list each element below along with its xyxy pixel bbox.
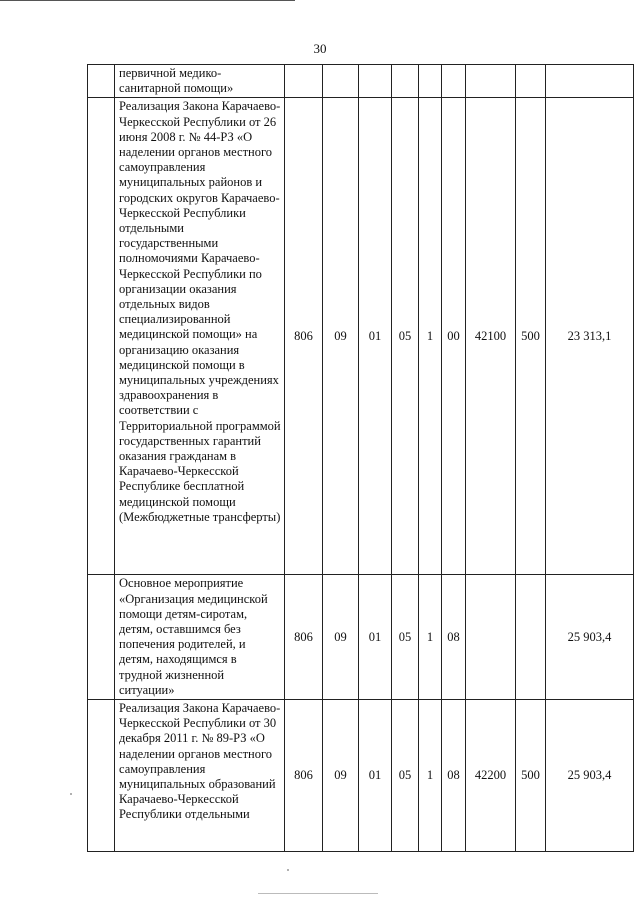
row-name: первичной медико-санитарной помощи» [115,65,285,98]
blank-cell [88,98,115,575]
program-cell: 05 [392,575,419,700]
table-row [88,65,634,98]
code-cell: 806 [285,700,323,852]
row-name: Основное мероприятие «Организация медицинской помощи детям-сиротам, детям, оставшимся без попечения родителей, и детям, находящимся в трудной жизненной ситуации» [115,575,285,700]
program-cell: 05 [392,98,419,575]
section-cell [323,65,359,98]
bottom-scan-line [258,893,378,894]
subsection-cell: 01 [359,700,392,852]
code-cell [285,65,323,98]
amount-cell: 25 903,4 [546,700,634,852]
scan-speck [70,793,72,795]
subsection-cell: 01 [359,98,392,575]
program-cell [392,65,419,98]
code-cell: 806 [285,98,323,575]
subprogram-cell: 1 [419,700,442,852]
subprogram-cell [419,65,442,98]
table-row [88,700,634,852]
expense-type-cell: 500 [516,700,546,852]
expense-type-cell [516,575,546,700]
table-row [88,575,634,700]
page-number: 30 [313,41,327,56]
direction-cell: 42100 [466,98,516,575]
budget-table [87,64,634,852]
section-cell: 09 [323,700,359,852]
direction-cell [466,65,516,98]
section-cell: 09 [323,98,359,575]
program-cell: 05 [392,700,419,852]
subprogram-cell: 1 [419,575,442,700]
amount-cell [546,65,634,98]
row-name: Реализация Закона Карачаево-Черкесской Республики от 30 декабря 2011 г. № 89-РЗ «О наделении органов местного самоуправления муниципальных образований Карачаево-Черкесской Республики отдельными [115,700,285,852]
expense-type-cell [516,65,546,98]
row-name: Реализация Закона Карачаево-Черкесской Республики от 26 июня 2008 г. № 44-РЗ «О наделении органов местного самоуправления муниципальных районов и городских округов Карачаево-Черкесской Республики отдельными государственными полномочиями Карачаево-Черкесской Республики по организации оказания отдельных видов специализированной медицинской помощи» на организацию оказания медицинской помощи в муниципальных учреждениях здравоохранения в соответствии с Территориальной программой государственных гарантий оказания гражданам в Карачаево-Черкесской Республике бесплатной медицинской помощи (Межбюджетные трансферты) [115,98,285,575]
code-cell: 806 [285,575,323,700]
blank-cell [88,575,115,700]
table-row [88,98,634,575]
direction-cell: 42200 [466,700,516,852]
amount-cell: 23 313,1 [546,98,634,575]
event-cell: 08 [442,575,466,700]
section-cell: 09 [323,575,359,700]
event-cell: 00 [442,98,466,575]
blank-cell [88,700,115,852]
scan-speck [287,869,289,871]
amount-cell: 25 903,4 [546,575,634,700]
event-cell [442,65,466,98]
direction-cell [466,575,516,700]
top-rule [0,0,295,1]
subsection-cell [359,65,392,98]
expense-type-cell: 500 [516,98,546,575]
subsection-cell: 01 [359,575,392,700]
event-cell: 08 [442,700,466,852]
blank-cell [88,65,115,98]
subprogram-cell: 1 [419,98,442,575]
